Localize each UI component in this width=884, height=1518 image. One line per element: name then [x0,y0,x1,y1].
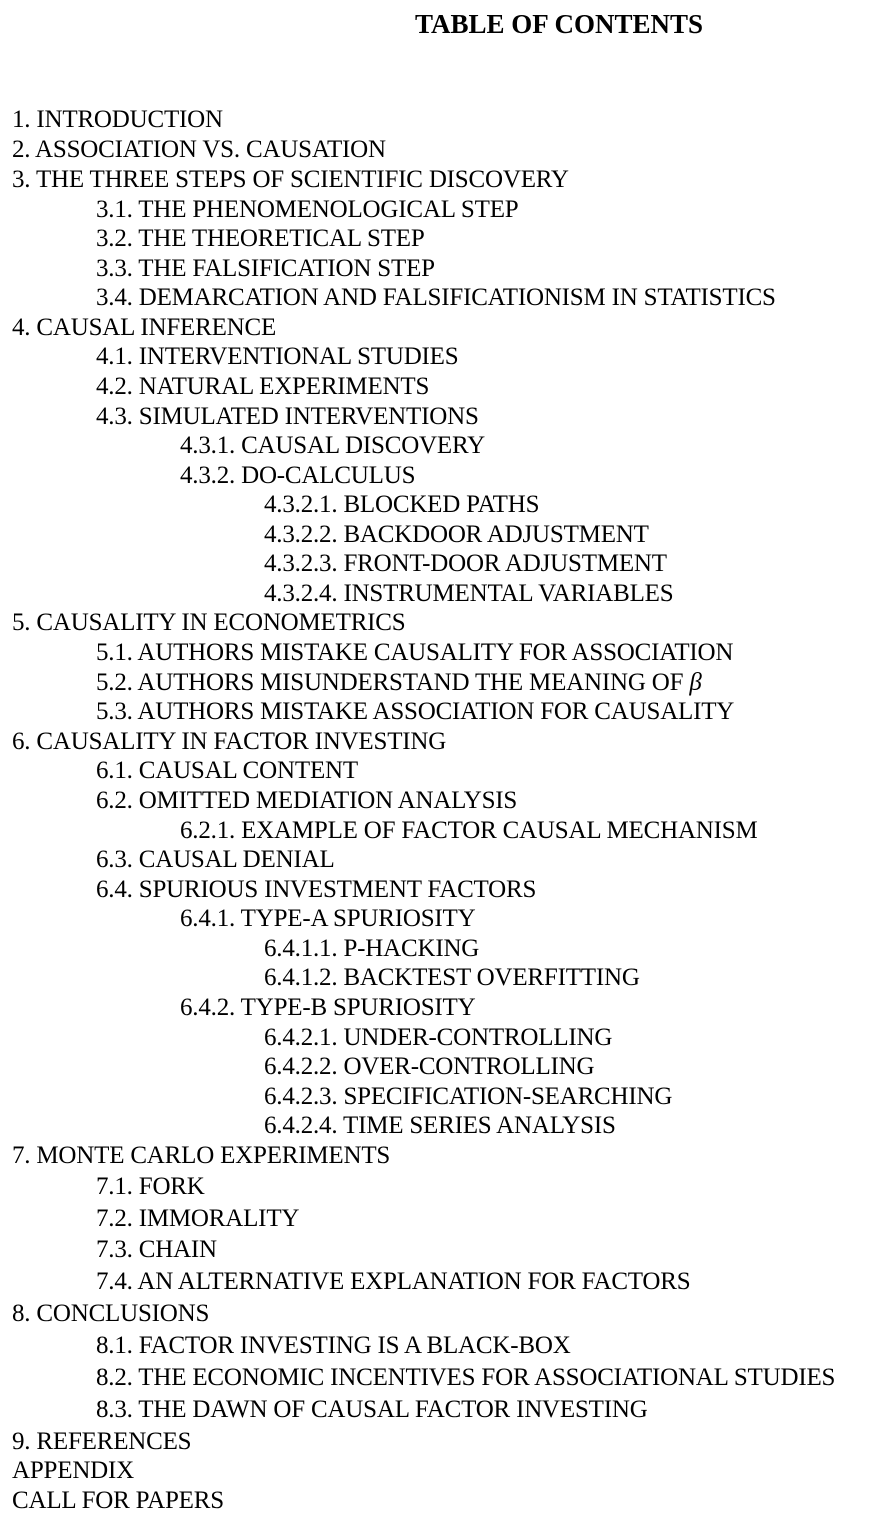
toc-entry-6-2-1[interactable]: 6.2.1. EXAMPLE OF FACTOR CAUSAL MECHANISM [180,817,758,844]
toc-entry-4-3-2-2[interactable]: 4.3.2.2. BACKDOOR ADJUSTMENT [264,521,649,548]
toc-entry-6-4-2-4[interactable]: 6.4.2.4. TIME SERIES ANALYSIS [264,1112,616,1139]
toc-entry-5-1[interactable]: 5.1. AUTHORS MISTAKE CAUSALITY FOR ASSOCIATION [96,639,734,666]
toc-entry-9[interactable]: 9. REFERENCES [12,1428,192,1455]
toc-entry-8[interactable]: 8. CONCLUSIONS [12,1300,210,1327]
toc-entry-7[interactable]: 7. MONTE CARLO EXPERIMENTS [12,1142,391,1169]
toc-entry-6-4-2-2[interactable]: 6.4.2.2. OVER-CONTROLLING [264,1053,595,1080]
toc-entry-5[interactable]: 5. CAUSALITY IN ECONOMETRICS [12,609,406,636]
toc-entry-5-3[interactable]: 5.3. AUTHORS MISTAKE ASSOCIATION FOR CAUSALITY [96,698,735,725]
toc-entry-4-3-1[interactable]: 4.3.1. CAUSAL DISCOVERY [180,432,485,459]
toc-entry-3-3[interactable]: 3.3. THE FALSIFICATION STEP [96,255,435,282]
toc-entry-6-4-2-1[interactable]: 6.4.2.1. UNDER-CONTROLLING [264,1024,613,1051]
toc-entry-6-2[interactable]: 6.2. OMITTED MEDIATION ANALYSIS [96,787,518,814]
toc-entry-7-2[interactable]: 7.2. IMMORALITY [96,1205,300,1232]
toc-entry-call-for-papers[interactable]: CALL FOR PAPERS [12,1487,224,1514]
toc-entry-4-3-2-3[interactable]: 4.3.2.3. FRONT-DOOR ADJUSTMENT [264,550,667,577]
toc-entry-6-4-1-1[interactable]: 6.4.1.1. P-HACKING [264,935,480,962]
toc-entry-6-4[interactable]: 6.4. SPURIOUS INVESTMENT FACTORS [96,876,537,903]
toc-entry-6-4-1-2[interactable]: 6.4.1.2. BACKTEST OVERFITTING [264,964,640,991]
toc-entry-3-1[interactable]: 3.1. THE PHENOMENOLOGICAL STEP [96,196,519,223]
toc-entry-6-4-2[interactable]: 6.4.2. TYPE-B SPURIOSITY [180,994,476,1021]
toc-entry-3-4[interactable]: 3.4. DEMARCATION AND FALSIFICATIONISM IN STATISTICS [96,284,776,311]
toc-entry-4-3-2-4[interactable]: 4.3.2.4. INSTRUMENTAL VARIABLES [264,580,674,607]
toc-entry-1[interactable]: 1. INTRODUCTION [12,106,223,133]
toc-entry-7-4[interactable]: 7.4. AN ALTERNATIVE EXPLANATION FOR FACTORS [96,1268,691,1295]
toc-entry-4[interactable]: 4. CAUSAL INFERENCE [12,314,277,341]
page-title: TABLE OF CONTENTS [414,9,704,39]
toc-entry-7-3[interactable]: 7.3. CHAIN [96,1236,217,1263]
toc-entry-5-2-text: 5.2. AUTHORS MISUNDERSTAND THE MEANING OF [96,669,690,696]
toc-entry-4-3-2-1[interactable]: 4.3.2.1. BLOCKED PATHS [264,491,540,518]
toc-entry-appendix[interactable]: APPENDIX [12,1457,135,1484]
toc-entry-5-2[interactable] [96,668,702,698]
toc-entry-6-4-2-3[interactable]: 6.4.2.3. SPECIFICATION-SEARCHING [264,1083,673,1110]
toc-entry-6-1[interactable]: 6.1. CAUSAL CONTENT [96,757,358,784]
toc-entry-7-1[interactable]: 7.1. FORK [96,1173,205,1200]
beta-symbol: β [689,669,702,696]
toc-entry-8-1[interactable]: 8.1. FACTOR INVESTING IS A BLACK-BOX [96,1332,571,1359]
toc-entry-4-3-2[interactable]: 4.3.2. DO-CALCULUS [180,462,416,489]
toc-entry-2[interactable]: 2. ASSOCIATION VS. CAUSATION [12,136,386,163]
toc-entry-6-4-1[interactable]: 6.4.1. TYPE-A SPURIOSITY [180,905,476,932]
toc-entry-8-2[interactable]: 8.2. THE ECONOMIC INCENTIVES FOR ASSOCIATIONAL STUDIES [96,1364,836,1391]
toc-entry-4-3[interactable]: 4.3. SIMULATED INTERVENTIONS [96,403,479,430]
toc-entry-8-3[interactable]: 8.3. THE DAWN OF CAUSAL FACTOR INVESTING [96,1396,648,1423]
toc-entry-3[interactable]: 3. THE THREE STEPS OF SCIENTIFIC DISCOVERY [12,166,569,193]
toc-entry-4-1[interactable]: 4.1. INTERVENTIONAL STUDIES [96,343,459,370]
toc-entry-4-2[interactable]: 4.2. NATURAL EXPERIMENTS [96,373,430,400]
toc-entry-6[interactable]: 6. CAUSALITY IN FACTOR INVESTING [12,728,447,755]
toc-entry-3-2[interactable]: 3.2. THE THEORETICAL STEP [96,225,425,252]
toc-entry-6-3[interactable]: 6.3. CAUSAL DENIAL [96,846,335,873]
